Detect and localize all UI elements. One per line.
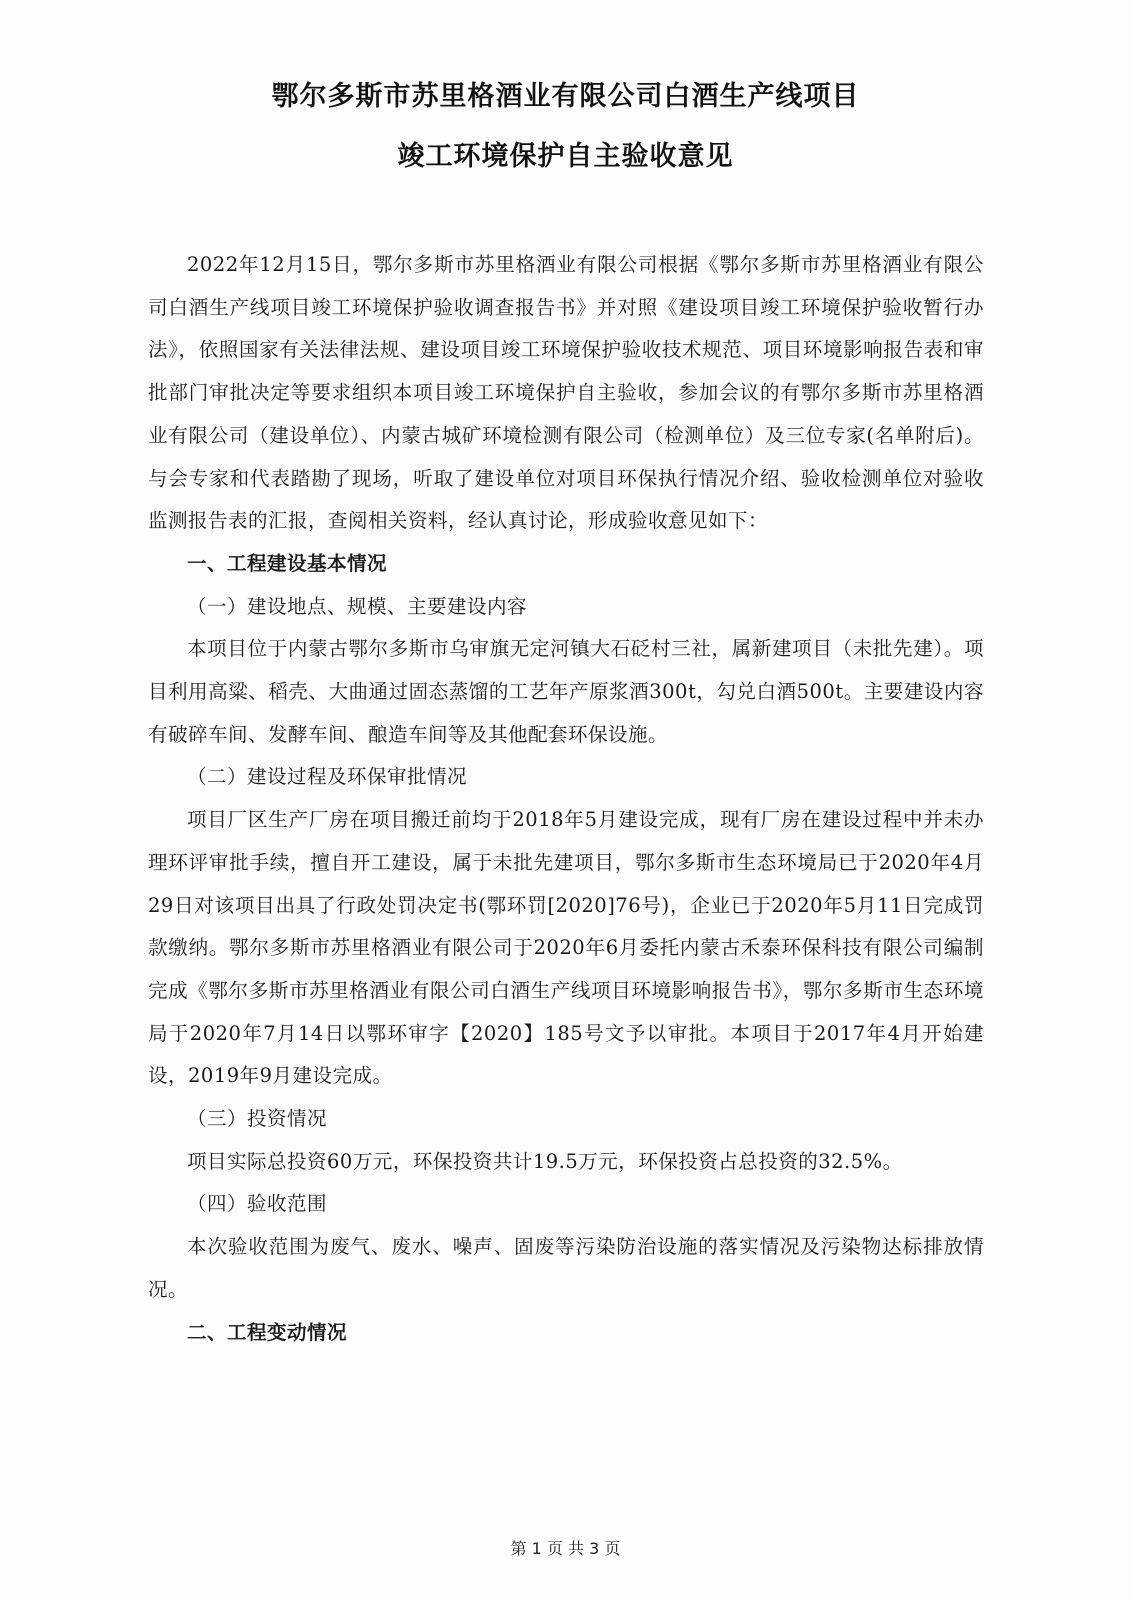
subsection-heading-scope: （四）验收范围 — [187, 1192, 328, 1216]
scope-paragraph: 本次验收范围为废气、废水、噪声、固废等污染防治设施的落实情况及污染物达标排放情况。 — [148, 1235, 984, 1301]
approval-paragraph: 项目厂区生产厂房在项目搬迁前均于2018年5月建设完成，现有厂房在建设过程中并未办理环评审批手续，擅自开工建设，属于未批先建项目，鄂尔多斯市生态环境局已于2020年4月29日对该项目出具了行政处罚决定书(鄂环罚[2020]76号)，企业已于2020年5月11日完成罚款缴纳。鄂尔多斯市苏里格酒业有限公司于2020年6月委托内蒙古禾泰环保科技有限公司编制完成《鄂尔多斯市苏里格酒业有限公司白酒生产线项目环境影响报告书》，鄂尔多斯市生态环境局于2020年7月14日以鄂环审字【2020】185号文予以审批。本项目于2017年4月开始建设，2019年9月建设完成。 — [148, 808, 984, 1088]
page-footer: 第 1 页 共 3 页 — [510, 1539, 621, 1558]
subsection-heading-investment: （三）投资情况 — [187, 1107, 328, 1131]
section-heading-2: 二、工程变动情况 — [187, 1320, 348, 1344]
location-paragraph: 本项目位于内蒙古鄂尔多斯市乌审旗无定河镇大石砭村三社，属新建项目（未批先建）。项目利用高粱、稻壳、大曲通过固态蒸馏的工艺年产原浆酒300t，勾兑白酒500t。主要建设内容有破碎车间、发酵车间、酿造车间等及其他配套环保设施。 — [148, 637, 984, 746]
subsection-heading-approval: （二）建设过程及环保审批情况 — [187, 765, 468, 789]
section-heading-1: 一、工程建设基本情况 — [187, 551, 388, 575]
document-body — [148, 244, 984, 1354]
intro-paragraph: 2022年12月15日，鄂尔多斯市苏里格酒业有限公司根据《鄂尔多斯市苏里格酒业有限公司白酒生产线项目竣工环境保护验收调查报告书》并对照《建设项目竣工环境保护验收暂行办法》，依照国家有关法律法规、建设项目竣工环境保护验收技术规范、项目环境影响报告表和审批部门审批决定等要求组织本项目竣工环境保护自主验收，参加会议的有鄂尔多斯市苏里格酒业有限公司（建设单位）、内蒙古城矿环境检测有限公司（检测单位）及三位专家(名单附后)。与会专家和代表踏勘了现场，听取了建设单位对项目环保执行情况介绍、验收检测单位对验收监测报告表的汇报，查阅相关资料，经认真讨论，形成验收意见如下： — [148, 253, 984, 533]
document-title-line1: 鄂尔多斯市苏里格酒业有限公司白酒生产线项目 — [271, 81, 860, 112]
subsection-heading-location: （一）建设地点、规模、主要建设内容 — [187, 594, 528, 618]
investment-paragraph: 项目实际总投资60万元，环保投资共计19.5万元，环保投资占总投资的32.5%。 — [187, 1149, 903, 1173]
document-title-line2: 竣工环境保护自主验收意见 — [397, 141, 734, 172]
